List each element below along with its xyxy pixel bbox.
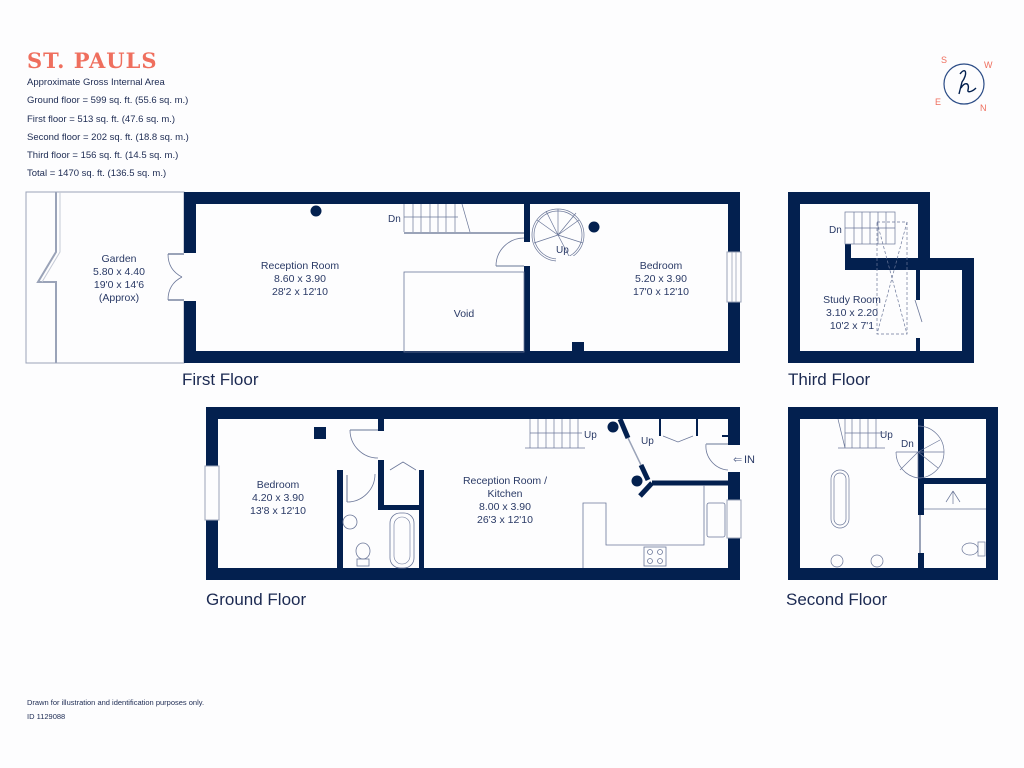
second-floor-label: Second Floor [786, 590, 888, 609]
ground-bedroom-name: Bedroom [256, 479, 300, 491]
first-reception-name: Reception Room [260, 260, 340, 272]
study-metric: 3.10 x 2.20 [826, 307, 878, 319]
ground-reception-imperial: 26'3 x 12'10 [477, 514, 533, 526]
area-second: Second floor = 202 sq. ft. (18.8 sq. m.) [27, 131, 189, 143]
study-imperial: 10'2 x 7'1 [829, 320, 875, 332]
first-reception-metric: 8.60 x 3.90 [274, 273, 326, 285]
first-reception-imperial: 28'2 x 12'10 [272, 286, 328, 298]
study-name: Study Room [823, 294, 881, 306]
second-floor-plan [788, 407, 998, 580]
ground-reception-metric: 8.00 x 3.90 [479, 501, 531, 513]
disclaimer: Drawn for illustration and identification purposes only. [27, 698, 205, 707]
area-first: First floor = 513 sq. ft. (47.6 sq. m.) [27, 113, 176, 125]
void-label: Void [453, 308, 475, 320]
ground-bedroom-imperial: 13'8 x 12'10 [250, 505, 306, 517]
first-stairs-down-label: Dn [388, 214, 401, 225]
area-ground: Ground floor = 599 sq. ft. (55.6 sq. m.) [27, 95, 189, 107]
second-stairs-up-label: Up [880, 430, 893, 441]
area-third: Third floor = 156 sq. ft. (14.5 sq. m.) [27, 150, 179, 162]
footer [27, 696, 204, 724]
garden-metric: 5.80 x 4.40 [93, 266, 145, 278]
third-floor-plan [788, 192, 974, 363]
entrance-arrow-icon: ⇐ [733, 454, 743, 466]
compass-n: N [980, 103, 987, 112]
first-floor-plan [26, 192, 741, 363]
first-bedroom-metric: 5.20 x 3.90 [635, 273, 687, 285]
entrance-label: IN [744, 454, 755, 466]
area-total: Total = 1470 sq. ft. (136.5 sq. m.) [27, 168, 167, 180]
ground-floor-label: Ground Floor [206, 590, 307, 609]
ground-reception-name: Reception Room / [462, 475, 548, 487]
compass-e: E [935, 97, 942, 107]
compass-w: W [984, 60, 993, 70]
garden-imperial: 19'0 x 14'6 [93, 279, 145, 291]
ground-reception-name2: Kitchen [487, 488, 523, 500]
first-stairs-up-label: Up [556, 245, 569, 256]
third-stairs-down-label: Dn [829, 225, 842, 236]
plan-id: ID 1129088 [27, 712, 66, 721]
first-bedroom-imperial: 17'0 x 12'10 [633, 286, 689, 298]
first-floor-label: First Floor [182, 370, 259, 389]
third-floor-label: Third Floor [788, 370, 871, 389]
first-bedroom-name: Bedroom [639, 260, 683, 272]
ground-stairs-up2-label: Up [641, 436, 654, 447]
compass-s: S [941, 55, 948, 65]
ground-stairs-up-label: Up [584, 430, 597, 441]
second-stairs-down-label: Dn [901, 439, 914, 450]
garden-note: (Approx) [98, 292, 140, 304]
ground-floor-plan [205, 407, 755, 580]
garden-name: Garden [101, 253, 137, 265]
ground-bedroom-metric: 4.20 x 3.90 [252, 492, 304, 504]
property-title: ST. PAULS [27, 48, 158, 73]
area-subtitle: Approximate Gross Internal Area [27, 77, 165, 88]
